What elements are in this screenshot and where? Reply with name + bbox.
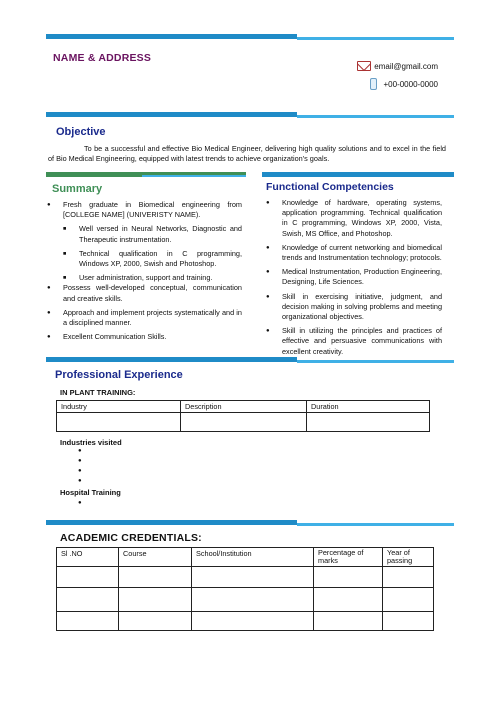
table-row: [57, 588, 434, 612]
functional-bar: [262, 172, 454, 177]
header-bar-light: [297, 37, 454, 40]
academic-heading: ACADEMIC CREDENTIALS:: [60, 532, 202, 544]
experience-bar-light: [297, 360, 454, 363]
table-cell: [192, 588, 314, 612]
table-row: [57, 413, 430, 432]
summary-bar-thin: [142, 175, 246, 177]
table-header-cell: School/Institution: [192, 548, 314, 567]
table-cell: [119, 612, 192, 631]
email-row: [357, 61, 438, 71]
table-cell: [383, 588, 434, 612]
table-cell: [314, 612, 383, 631]
summary-item: ● Fresh graduate in Biomedical engineering from [COLLEGE NAME] (UNIVERISTY NAME). ■ Well versed in Neural Networks, Diagnostic and Therapeutic instrumentation. ■ Technical qualification in C programming, Windows XP, 2000, Swish and Photoshop. ■ User administration, support and training.: [47, 200, 242, 283]
header-bar-dark: [46, 34, 297, 39]
summary-subitem: ■ User administration, support and training.: [63, 273, 242, 283]
summary-list: [47, 200, 242, 346]
list-bullet: ●: [78, 468, 82, 474]
table-cell: [307, 413, 430, 432]
table-cell: [57, 612, 119, 631]
table-cell: [314, 567, 383, 588]
functional-item: ● Knowledge of hardware, operating systems, application programming. Technical qualification in C programming, Windows XP, 2000, Vista, Swish, MS Office, and Photoshop.: [266, 198, 442, 239]
table-header-cell: Percentage of marks: [314, 548, 383, 567]
summary-item: ● Possess well-developed conceptual, communication and creative skills.: [47, 283, 242, 303]
summary-subitem: ■ Technical qualification in C programming, Windows XP, 2000, Swish and Photoshop.: [63, 249, 242, 269]
table-cell: [119, 588, 192, 612]
functional-item: ● Skill in exercising initiative, judgment, and decision making in solving problems and meeting organizational objectives.: [266, 292, 442, 323]
experience-heading: Professional Experience: [55, 369, 183, 381]
table-cell: [57, 588, 119, 612]
list-bullet: ●: [78, 448, 82, 454]
functional-heading: Functional Competencies: [266, 181, 394, 193]
objective-bar-light: [297, 115, 454, 118]
phone-row: [370, 78, 439, 90]
inplant-training-label: IN PLANT TRAINING:: [60, 388, 136, 397]
table-header-cell: Sl .NO: [57, 548, 119, 567]
summary-item: ● Excellent Communication Skills.: [47, 332, 242, 342]
table-cell: [383, 567, 434, 588]
functional-list: [266, 198, 442, 361]
email-text: email@gmail.com: [374, 61, 438, 71]
functional-item: ● Knowledge of current networking and biomedical trends and Instrumentation technology; protocols.: [266, 243, 442, 263]
table-cell: [192, 612, 314, 631]
table-row: [57, 612, 434, 631]
summary-subitem: ■ Well versed in Neural Networks, Diagnostic and Therapeutic instrumentation.: [63, 224, 242, 244]
hospital-training-label: Hospital Training: [60, 488, 121, 497]
summary-heading: Summary: [52, 183, 103, 195]
table-header-row: [57, 548, 434, 567]
functional-item: ● Medical Instrumentation, Production Engineering, Designing, Life Sciences.: [266, 267, 442, 287]
table-header-cell: Course: [119, 548, 192, 567]
table-header-row: [57, 401, 430, 413]
phone-text: +00-0000-0000: [383, 79, 438, 89]
table-header-cell: Description: [181, 401, 307, 413]
list-bullet: ●: [78, 458, 82, 464]
experience-bar-dark: [46, 357, 297, 362]
table-cell: [57, 413, 181, 432]
email-icon: [357, 61, 371, 71]
objective-text: To be a successful and effective Bio Medical Engineer, delivering high quality solutions and to excel in the field of Bio Medical Engineering, equipped with latest trends to achieve organization's goals.: [48, 144, 446, 163]
objective-bar-dark: [46, 112, 297, 117]
summary-item: ● Approach and implement projects systematically and in a disciplined manner.: [47, 308, 242, 328]
summary-sublist: [63, 224, 242, 283]
table-row: [57, 567, 434, 588]
inplant-table: [56, 400, 430, 432]
industries-visited-label: Industries visited: [60, 438, 122, 447]
academic-table: [56, 547, 434, 631]
table-header-cell: Year of passing: [383, 548, 434, 567]
list-bullet: ●: [78, 500, 82, 506]
functional-item: ● Skill in utilizing the principles and practices of effective and persuasive communications with excellent creativity.: [266, 326, 442, 357]
table-cell: [181, 413, 307, 432]
academic-bar-light: [297, 523, 454, 526]
table-cell: [383, 612, 434, 631]
table-header-cell: Duration: [307, 401, 430, 413]
name-address-title: NAME & ADDRESS: [53, 52, 152, 64]
academic-bar-dark: [46, 520, 297, 525]
objective-heading: Objective: [56, 126, 106, 138]
list-bullet: ●: [78, 478, 82, 484]
table-cell: [57, 567, 119, 588]
table-cell: [314, 588, 383, 612]
table-cell: [119, 567, 192, 588]
table-cell: [192, 567, 314, 588]
phone-icon: [370, 78, 377, 90]
table-header-cell: Industry: [57, 401, 181, 413]
